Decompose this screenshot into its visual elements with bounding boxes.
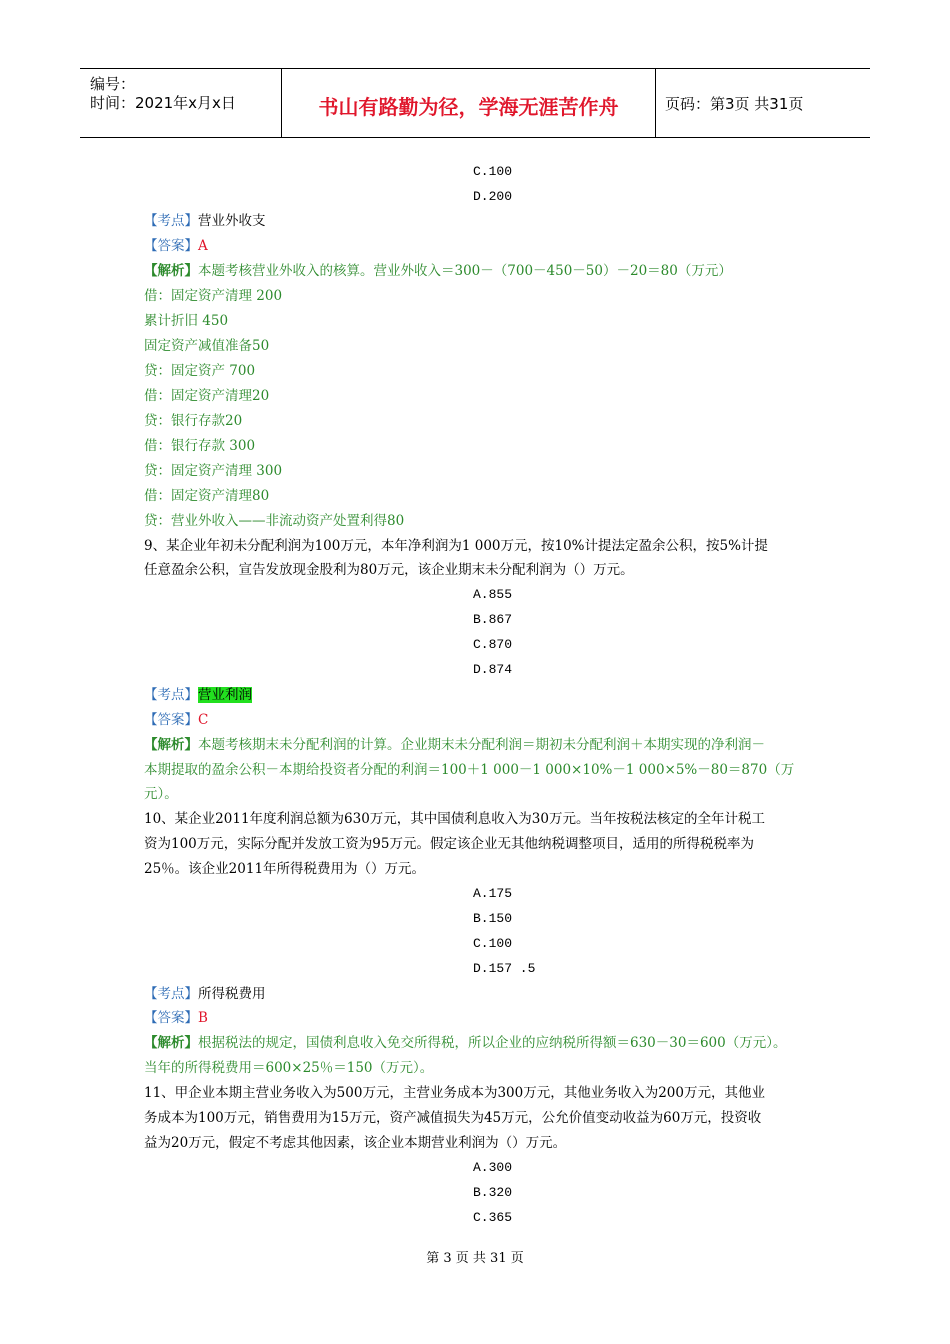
- header-left-cell: [80, 69, 280, 137]
- kaodian-text: 营业外收支: [198, 213, 266, 229]
- q11-option-a: A.300: [473, 1160, 513, 1175]
- number-label: 编号：: [90, 75, 136, 93]
- kaodian-tag: 【考点】: [144, 213, 198, 229]
- answer-value: C: [198, 712, 209, 728]
- q10-stem-line: 资为100万元，实际分配并发放工资为95万元。假定该企业无其他纳税调整项目，适用的所得税税率为: [144, 836, 754, 852]
- q10-option-c: C.100: [473, 936, 513, 951]
- q10-option-a: A.175: [473, 886, 513, 901]
- q11-stem-line: 益为20万元，假定不考虑其他因素，该企业本期营业利润为（）万元。: [144, 1135, 567, 1151]
- q10-option-d: D.157 .5: [473, 961, 536, 976]
- journal-entry: 借：固定资产清理80: [144, 488, 270, 504]
- answer-value: B: [198, 1010, 208, 1026]
- jiexi-tag: 【解析】: [144, 737, 198, 753]
- answer-tag: 【答案】: [144, 712, 198, 728]
- journal-entry: 贷：营业外收入——非流动资产处置利得80: [144, 513, 405, 529]
- answer-tag: 【答案】: [144, 1010, 198, 1026]
- q8-kaodian: [144, 212, 266, 230]
- q9-kaodian: [144, 686, 252, 704]
- kaodian-text: 所得税费用: [198, 986, 266, 1002]
- q10-stem-line: 25％。该企业2011年所得税费用为（）万元。: [144, 861, 426, 877]
- kaodian-tag: 【考点】: [144, 986, 198, 1002]
- answer-value: A: [198, 238, 208, 254]
- q11-stem-line: 11、甲企业本期主营业务收入为500万元，主营业务成本为300万元，其他业务收入为200万元，其他业: [144, 1085, 765, 1101]
- time-label: 时间：2021年x月x日: [90, 94, 236, 112]
- journal-entry: 借：银行存款 300: [144, 438, 256, 454]
- kaodian-tag: 【考点】: [144, 687, 198, 703]
- q8-answer: [144, 237, 208, 255]
- jiexi-tag: 【解析】: [144, 1035, 198, 1051]
- page-footer: 第 3 页 共 31 页: [426, 1251, 524, 1266]
- jiexi-tag: 【解析】: [144, 263, 198, 279]
- q10-jiexi: [144, 1034, 786, 1052]
- q8-jiexi: [144, 262, 732, 280]
- q9-jiexi-line: 本期提取的盈余公积－本期给投资者分配的利润＝100＋1 000－1 000×10%－1 000×5%－80＝870（万: [144, 762, 795, 778]
- q9-option-a: A.855: [473, 587, 513, 602]
- journal-entry: 贷：固定资产清理 300: [144, 463, 283, 479]
- journal-entry: 固定资产减值准备50: [144, 338, 270, 354]
- page-header: [80, 68, 870, 138]
- header-right-cell: [655, 69, 870, 137]
- q10-jiexi-line: 当年的所得税费用＝600×25％＝150（万元）。: [144, 1060, 434, 1076]
- jiexi-text: 本题考核营业外收入的核算。营业外收入＝300－（700－450－50）－20＝80（万元）: [198, 263, 732, 279]
- q9-option-d: D.874: [473, 662, 513, 677]
- q9-stem-line: 9、某企业年初未分配利润为100万元，本年净利润为1 000万元，按10%计提法定盈余公积，按5%计提: [144, 538, 768, 554]
- journal-entry: 借：固定资产清理 200: [144, 288, 283, 304]
- q11-option-b: B.320: [473, 1185, 513, 1200]
- journal-entry: 累计折旧 450: [144, 313, 229, 329]
- q9-jiexi-line: 元）。: [144, 786, 178, 802]
- q9-option-b: B.867: [473, 612, 513, 627]
- journal-entry: 借：固定资产清理20: [144, 388, 270, 404]
- q10-kaodian: [144, 985, 266, 1003]
- motto: 书山有路勤为径，学海无涯苦作舟: [318, 95, 619, 119]
- q11-stem-line: 务成本为100万元，销售费用为15万元，资产减值损失为45万元，公允价值变动收益为60万元，投资收: [144, 1110, 762, 1126]
- q10-option-b: B.150: [473, 911, 513, 926]
- journal-entry: 贷：固定资产 700: [144, 363, 256, 379]
- q8-option-c: C.100: [473, 164, 513, 179]
- q8-option-d: D.200: [473, 189, 513, 204]
- answer-tag: 【答案】: [144, 238, 198, 254]
- page-indicator: 页码：第3页 共31页: [665, 95, 804, 113]
- kaodian-text-highlighted: 营业利润: [198, 687, 252, 703]
- q9-option-c: C.870: [473, 637, 513, 652]
- jiexi-text: 本题考核期末未分配利润的计算。企业期末未分配利润＝期初未分配利润＋本期实现的净利润－: [198, 737, 765, 753]
- q10-answer: [144, 1009, 208, 1027]
- q10-stem-line: 10、某企业2011年度利润总额为630万元，其中国债利息收入为30万元。当年按税法核定的全年计税工: [144, 811, 765, 827]
- q9-jiexi: [144, 736, 765, 754]
- q9-answer: [144, 711, 208, 729]
- q11-option-c: C.365: [473, 1210, 513, 1225]
- journal-entry: 贷：银行存款20: [144, 413, 243, 429]
- jiexi-text: 根据税法的规定，国债利息收入免交所得税，所以企业的应纳税所得额＝630－30＝600（万元）。: [198, 1035, 787, 1051]
- header-motto-cell: [281, 69, 656, 137]
- q9-stem-line: 任意盈余公积，宣告发放现金股利为80万元，该企业期末未分配利润为（）万元。: [144, 562, 634, 578]
